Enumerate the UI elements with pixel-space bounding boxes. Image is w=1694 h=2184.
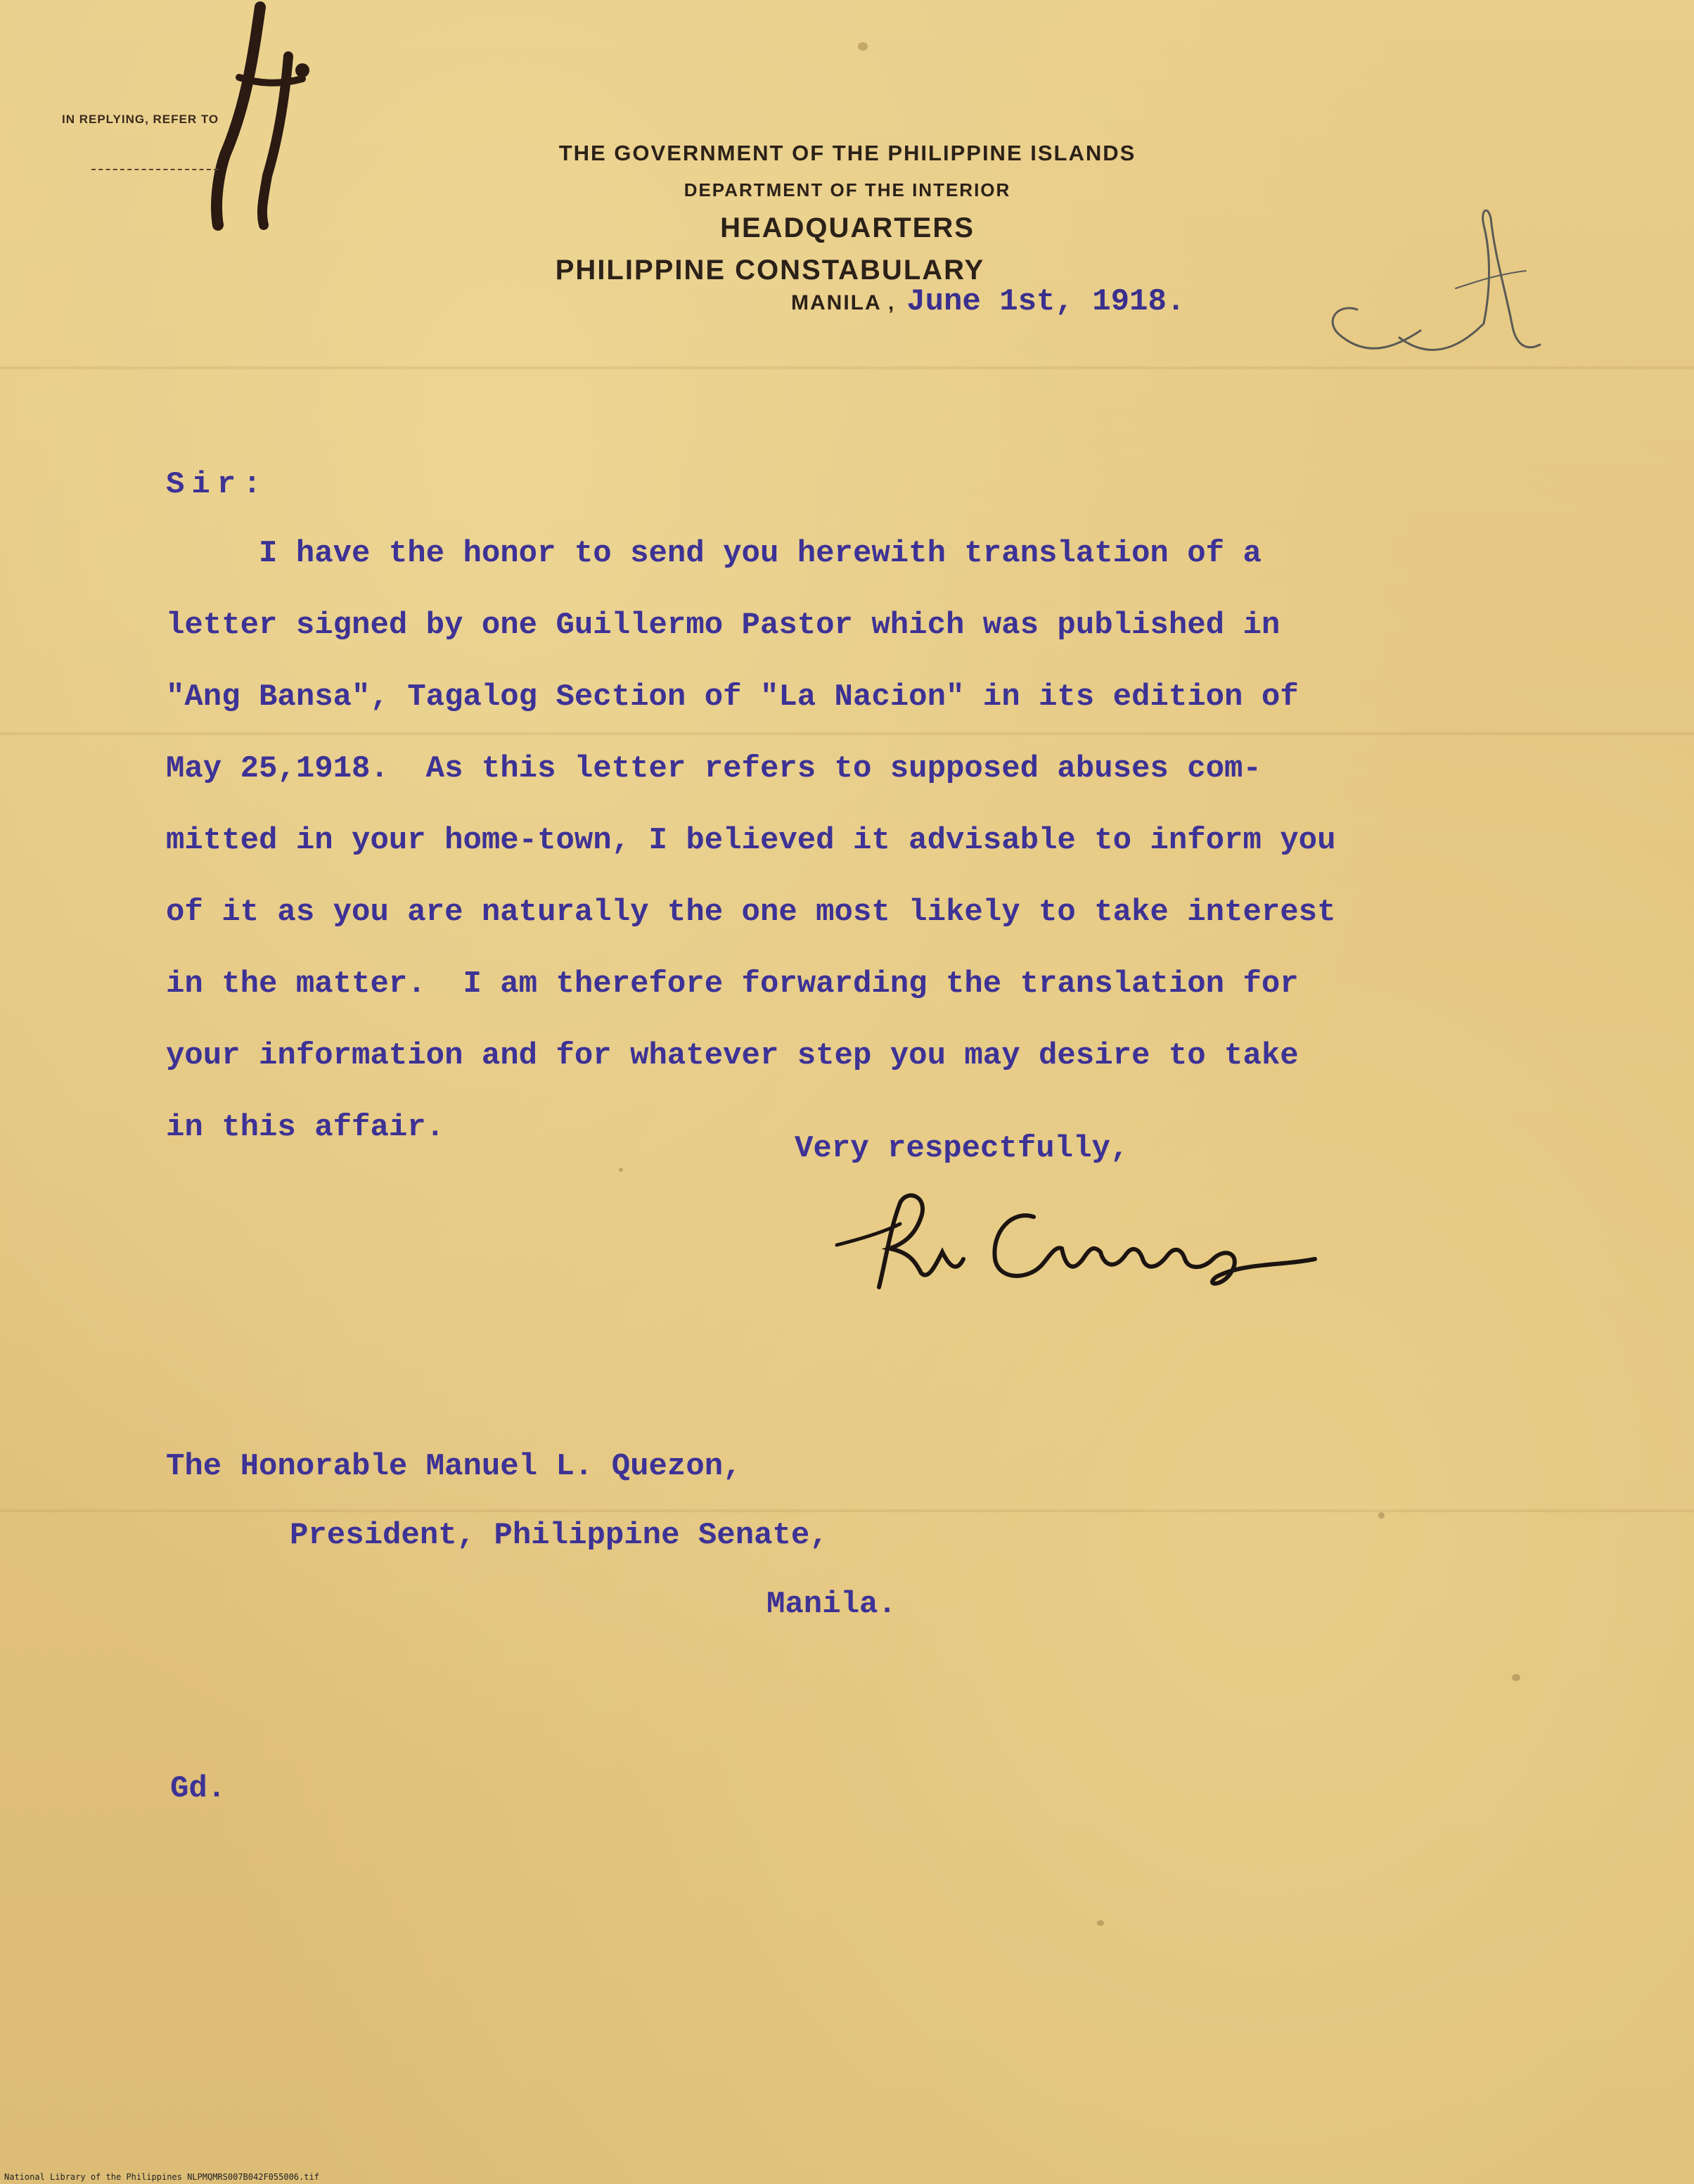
closing: Very respectfully,: [795, 1131, 1129, 1166]
salutation: Sir:: [166, 467, 269, 502]
paper-fold: [0, 1509, 1694, 1513]
body-line: in this affair.: [166, 1110, 445, 1145]
body-line: I have the honor to send you herewith translation of a: [166, 536, 1262, 571]
headquarters-heading: HEADQUARTERS: [720, 212, 975, 243]
archive-footer: National Library of the Philippines NLPMQMRS007B042F055006.tif: [4, 2172, 319, 2182]
paper-spot: [1512, 1674, 1520, 1681]
recipient-city: Manila.: [766, 1587, 897, 1622]
paper-fold: [0, 732, 1694, 736]
typist-initials: Gd.: [170, 1771, 226, 1806]
refer-line: [91, 169, 218, 170]
letter-date: June 1st, 1918.: [906, 284, 1186, 319]
signature: [823, 1182, 1329, 1308]
paper-spot: [619, 1168, 623, 1172]
body-line: mitted in your home-town, I believed it advisable to inform you: [166, 823, 1336, 858]
body-line: of it as you are naturally the one most likely to take interest: [166, 895, 1336, 930]
dateline-city: MANILA ,: [791, 291, 896, 314]
dateline: [791, 284, 1185, 319]
recipient-name: The Honorable Manuel L. Quezon,: [166, 1449, 742, 1484]
body-line: "Ang Bansa", Tagalog Section of "La Nacion" in its edition of: [166, 679, 1299, 715]
pencil-annotation: [1315, 183, 1554, 394]
refer-label: IN REPLYING, REFER TO: [62, 113, 219, 126]
recipient-title: President, Philippine Senate,: [290, 1518, 828, 1553]
constabulary-heading: PHILIPPINE CONSTABULARY: [555, 255, 985, 286]
body-line: your information and for whatever step you may desire to take: [166, 1038, 1299, 1073]
paper-spot: [1378, 1512, 1385, 1519]
body-line: letter signed by one Guillermo Pastor which was published in: [166, 608, 1281, 643]
government-heading: THE GOVERNMENT OF THE PHILIPPINE ISLANDS: [558, 141, 1136, 165]
body-line: in the matter. I am therefore forwarding the translation for: [166, 966, 1299, 1002]
department-heading: DEPARTMENT OF THE INTERIOR: [684, 179, 1011, 200]
body-line: May 25,1918. As this letter refers to supposed abuses com-: [166, 751, 1262, 786]
paper-spot: [1097, 1920, 1104, 1926]
paper-spot: [858, 42, 868, 51]
